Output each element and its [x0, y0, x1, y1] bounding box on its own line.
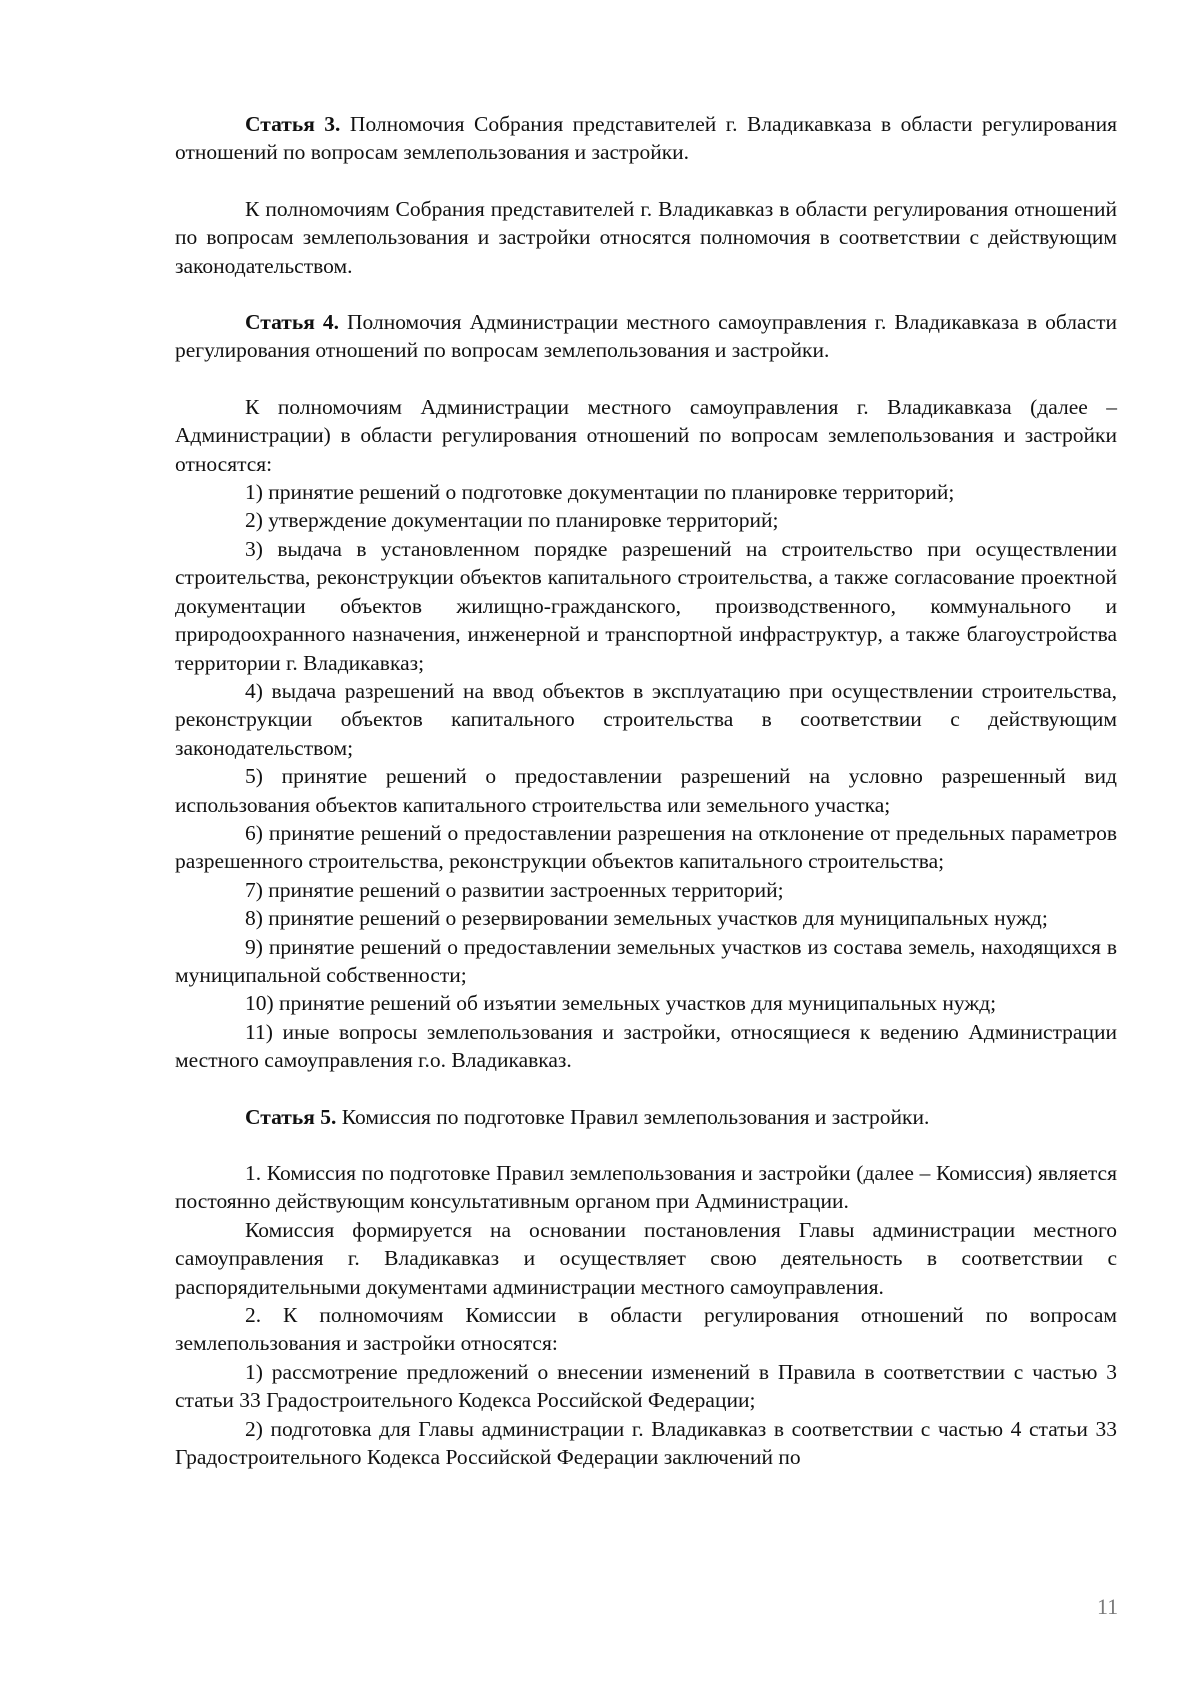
article-3-label: Статья 3. [245, 112, 341, 136]
article-4-item-4: 4) выдача разрешений на ввод объектов в эксплуатацию при осуществлении строительства, реконструкции объектов капитального строительства в соответствии с действующим законодательством; [175, 678, 1117, 760]
document-page [175, 110, 1117, 1471]
article-4-label: Статья 4. [245, 310, 339, 335]
article-5-paragraph-2: Комиссия формируется на основании постановления Главы администрации местного самоуправления г. Владикавказ и осуществляет свою деятельность в соответствии с распорядительными документами администрации местного самоуправления. [175, 1217, 1117, 1299]
article-4-title: Полномочия Администрации местного самоуправления г. Владикавказа в области регулирования отношений по вопросам землепользования и застройки. [175, 310, 1118, 363]
article-4-item-6: 6) принятие решений о предоставлении разрешения на отклонение от предельных параметров разрешенного строительства, реконструкции объектов капитального строительства; [175, 820, 1117, 874]
article-5-paragraph-5: 2) подготовка для Главы администрации г. Владикавказ в соответствии с частью 4 статьи 33 Градостроительного Кодекса Российской Федерации заключений по [175, 1416, 1117, 1470]
article-5-paragraph-4: 1) рассмотрение предложений о внесении изменений в Правила в соответствии с частью 3 статьи 33 Градостроительного Кодекса Российской Федерации; [175, 1359, 1117, 1413]
page-number: 11 [1097, 1594, 1119, 1619]
article-4-intro: К полномочиям Администрации местного самоуправления г. Владикавказа (далее – Администрации) в области регулирования отношений по вопросам землепользования и застройки относятся: [175, 394, 1117, 476]
article-4-item-5: 5) принятие решений о предоставлении разрешений на условно разрешенный вид использования объектов капитального строительства или земельного участка; [175, 764, 1117, 817]
article-3-title: Полномочия Собрания представителей г. Владикавказа в области регулирования отношений по вопросам землепользования и застройки. [175, 112, 1117, 165]
article-5-label: Статья 5. [245, 1104, 337, 1129]
article-4-item-9: 9) принятие решений о предоставлении земельных участков из состава земель, находящихся в муниципальной собственности; [175, 934, 1117, 987]
article-4-item-2: 2) утверждение документации по планировке территорий; [245, 508, 779, 533]
article-4-item-10: 10) принятие решений об изъятии земельных участков для муниципальных нужд; [245, 991, 997, 1016]
article-4-item-7: 7) принятие решений о развитии застроенных территорий; [245, 877, 784, 902]
article-4-item-3: 3) выдача в установленном порядке разрешений на строительство при осуществлении строительства, реконструкции объектов капитального строительства, а также согласование проектной документации объектов жилищно-гражданского, производственного, коммунального и природоохранного назначения, инженерной и транспортной инфраструктур, а также благоустройства территории г. Владикавказ; [175, 536, 1117, 675]
article-5-paragraph-1: 1. Комиссия по подготовке Правил землепользования и застройки (далее – Комиссия) является постоянно действующим консультативным органом при Администрации. [175, 1161, 1117, 1214]
article-5-title: Комиссия по подготовке Правил землепользования и застройки. [341, 1104, 930, 1129]
article-3-body: К полномочиям Собрания представителей г. Владикавказ в области регулирования отношений по вопросам землепользования и застройки относятся полномочия в соответствии с действующим законодательством. [175, 196, 1117, 278]
article-4-item-8: 8) принятие решений о резервировании земельных участков для муниципальных нужд; [245, 906, 1048, 931]
article-5-heading [175, 1103, 1117, 1131]
article-4-item-1: 1) принятие решений о подготовке документации по планировке территорий; [245, 480, 955, 505]
article-5-paragraph-3: 2. К полномочиям Комиссии в области регулирования отношений по вопросам землепользования и застройки относятся: [175, 1303, 1117, 1356]
article-4-item-11: 11) иные вопросы землепользования и застройки, относящиеся к ведению Администрации местного самоуправления г.о. Владикавказ. [175, 1019, 1117, 1073]
article-4-heading [175, 308, 1117, 365]
article-3-heading [175, 110, 1117, 167]
